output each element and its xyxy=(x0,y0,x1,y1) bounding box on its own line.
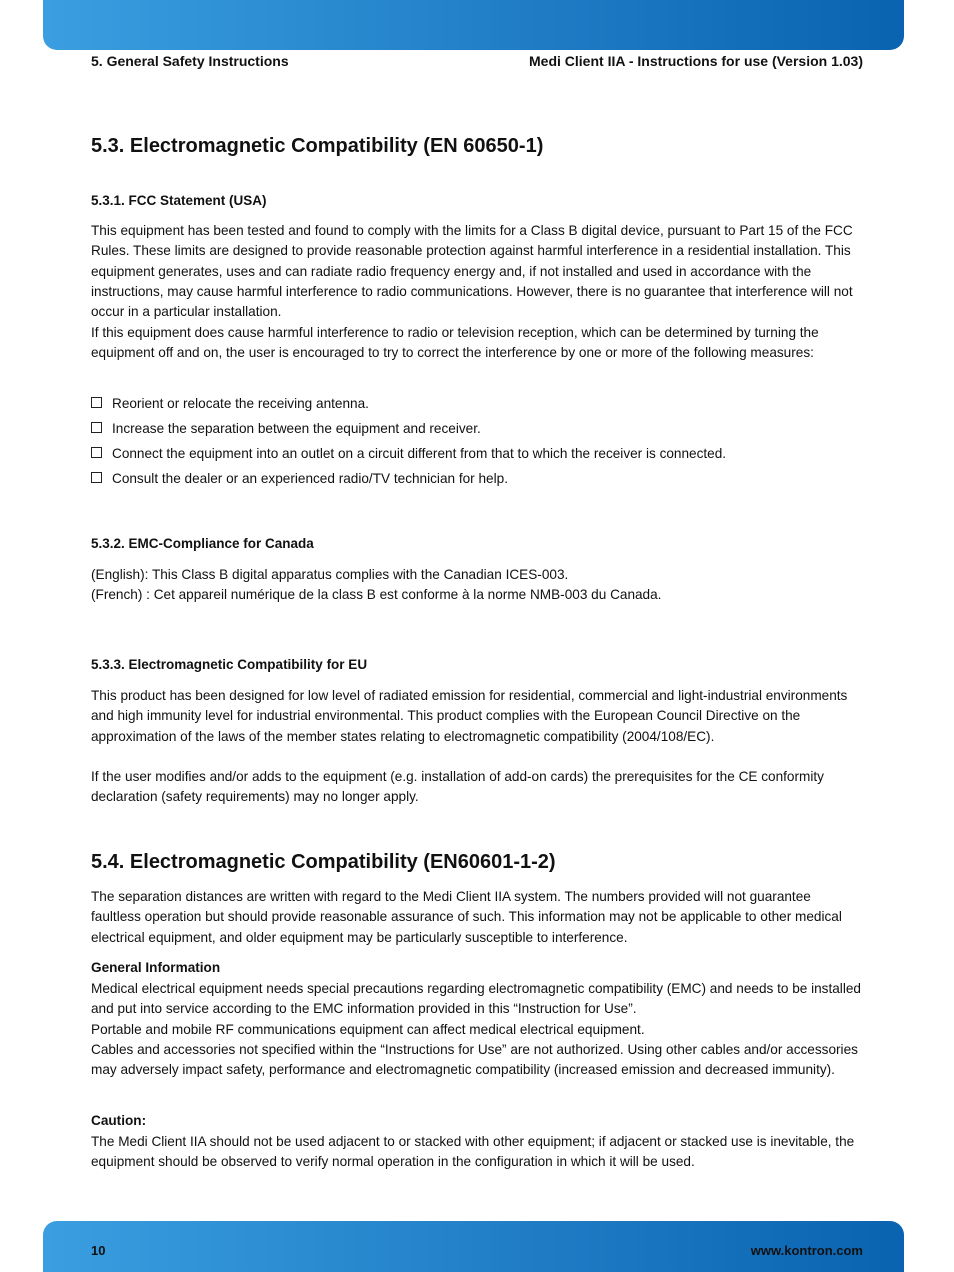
general-information-3: Cables and accessories not specified within the “Instructions for Use” are not authorized. Using other cables and/or accessories may adversely impact safety, performance and electromagnetic compatibility (increased emission and decreased immunity). xyxy=(91,1042,858,1078)
eu-paragraph-1: This product has been designed for low level of radiated emission for residential, commercial and light-industrial environments and high immunity level for industrial environmental. This product complies with the European Council Directive on the approximation of the laws of the member states relating to electromagnetic compatibility (2004/108/EC). xyxy=(91,688,848,744)
general-information-2: Portable and mobile RF communications equipment can affect medical electrical equipment. xyxy=(91,1022,645,1037)
section-5-4-title: 5.4. Electromagnetic Compatibility (EN60601-1-2) xyxy=(91,851,556,873)
checkbox-bullet-icon xyxy=(91,447,102,458)
website-link[interactable]: www.kontron.com xyxy=(750,1243,863,1258)
fcc-paragraph-1: This equipment has been tested and found to comply with the limits for a Class B digital device, pursuant to Part 15 of the FCC Rules. These limits are designed to provide reasonable protection against harmful interference in a residential installation. This equipment generates, uses and can radiate radio frequency energy and, if not installed and used in accordance with the instructions, may cause harmful interference to radio communications. However, there is no guarantee that interference will not occur in a particular installation. xyxy=(91,223,853,320)
fcc-bullet xyxy=(91,394,863,414)
caution-label: Caution: xyxy=(91,1113,147,1128)
canada-french: (French) : Cet appareil numérique de la class B est conforme à la norme NMB-003 du Canada. xyxy=(91,587,662,602)
fcc-bullet xyxy=(91,444,863,464)
fcc-bullet xyxy=(91,469,863,489)
canada-english: (English): This Class B digital apparatus complies with the Canadian ICES-003. xyxy=(91,567,569,582)
section-5-3-2-title: 5.3.2. EMC-Compliance for Canada xyxy=(91,536,314,551)
checkbox-bullet-icon xyxy=(91,472,102,483)
section-5-3-1-title: 5.3.1. FCC Statement (USA) xyxy=(91,193,267,208)
fcc-paragraph-2: If this equipment does cause harmful interference to radio or television reception, which can be determined by turning the equipment off and on, the user is encouraged to try to correct the interference by one or more of the following measures: xyxy=(91,325,819,361)
fcc-bullet xyxy=(91,419,863,439)
fcc-bullet-text: Consult the dealer or an experienced radio/TV technician for help. xyxy=(112,471,508,486)
fcc-bullet-text: Increase the separation between the equipment and receiver. xyxy=(112,421,481,436)
checkbox-bullet-icon xyxy=(91,397,102,408)
general-information-1: Medical electrical equipment needs special precautions regarding electromagnetic compatibility (EMC) and needs to be installed and put into service according to the EMC information provided in this “Instruction for Use”. xyxy=(91,981,861,1017)
checkbox-bullet-icon xyxy=(91,422,102,433)
emc-intro: The separation distances are written with regard to the Medi Client IIA system. The numbers provided will not guarantee faultless operation but should provide reasonable assurance of such. This information may not be applicable to other medical electrical equipment, and older equipment may be particularly susceptible to interference. xyxy=(91,889,842,945)
fcc-bullet-text: Connect the equipment into an outlet on a circuit different from that to which the receiver is connected. xyxy=(112,446,727,461)
eu-paragraph-2: If the user modifies and/or adds to the equipment (e.g. installation of add-on cards) the prerequisites for the CE conformity declaration (safety requirements) may no longer apply. xyxy=(91,769,824,805)
header-document-title: Medi Client IIA - Instructions for use (Version 1.03) xyxy=(529,53,863,69)
header-section-title: 5. General Safety Instructions xyxy=(91,53,289,69)
caution-text: The Medi Client IIA should not be used adjacent to or stacked with other equipment; if adjacent or stacked use is inevitable, the equipment should be observed to verify normal operation in the configuration in which it will be used. xyxy=(91,1134,855,1170)
general-information-label: General Information xyxy=(91,960,221,975)
section-5-3-3-title: 5.3.3. Electromagnetic Compatibility for EU xyxy=(91,657,368,672)
section-5-3-title: 5.3. Electromagnetic Compatibility (EN 60650-1) xyxy=(91,135,544,157)
page-number: 10 xyxy=(91,1243,106,1258)
fcc-bullet-text: Reorient or relocate the receiving antenna. xyxy=(112,396,369,411)
header-bar xyxy=(43,0,904,50)
